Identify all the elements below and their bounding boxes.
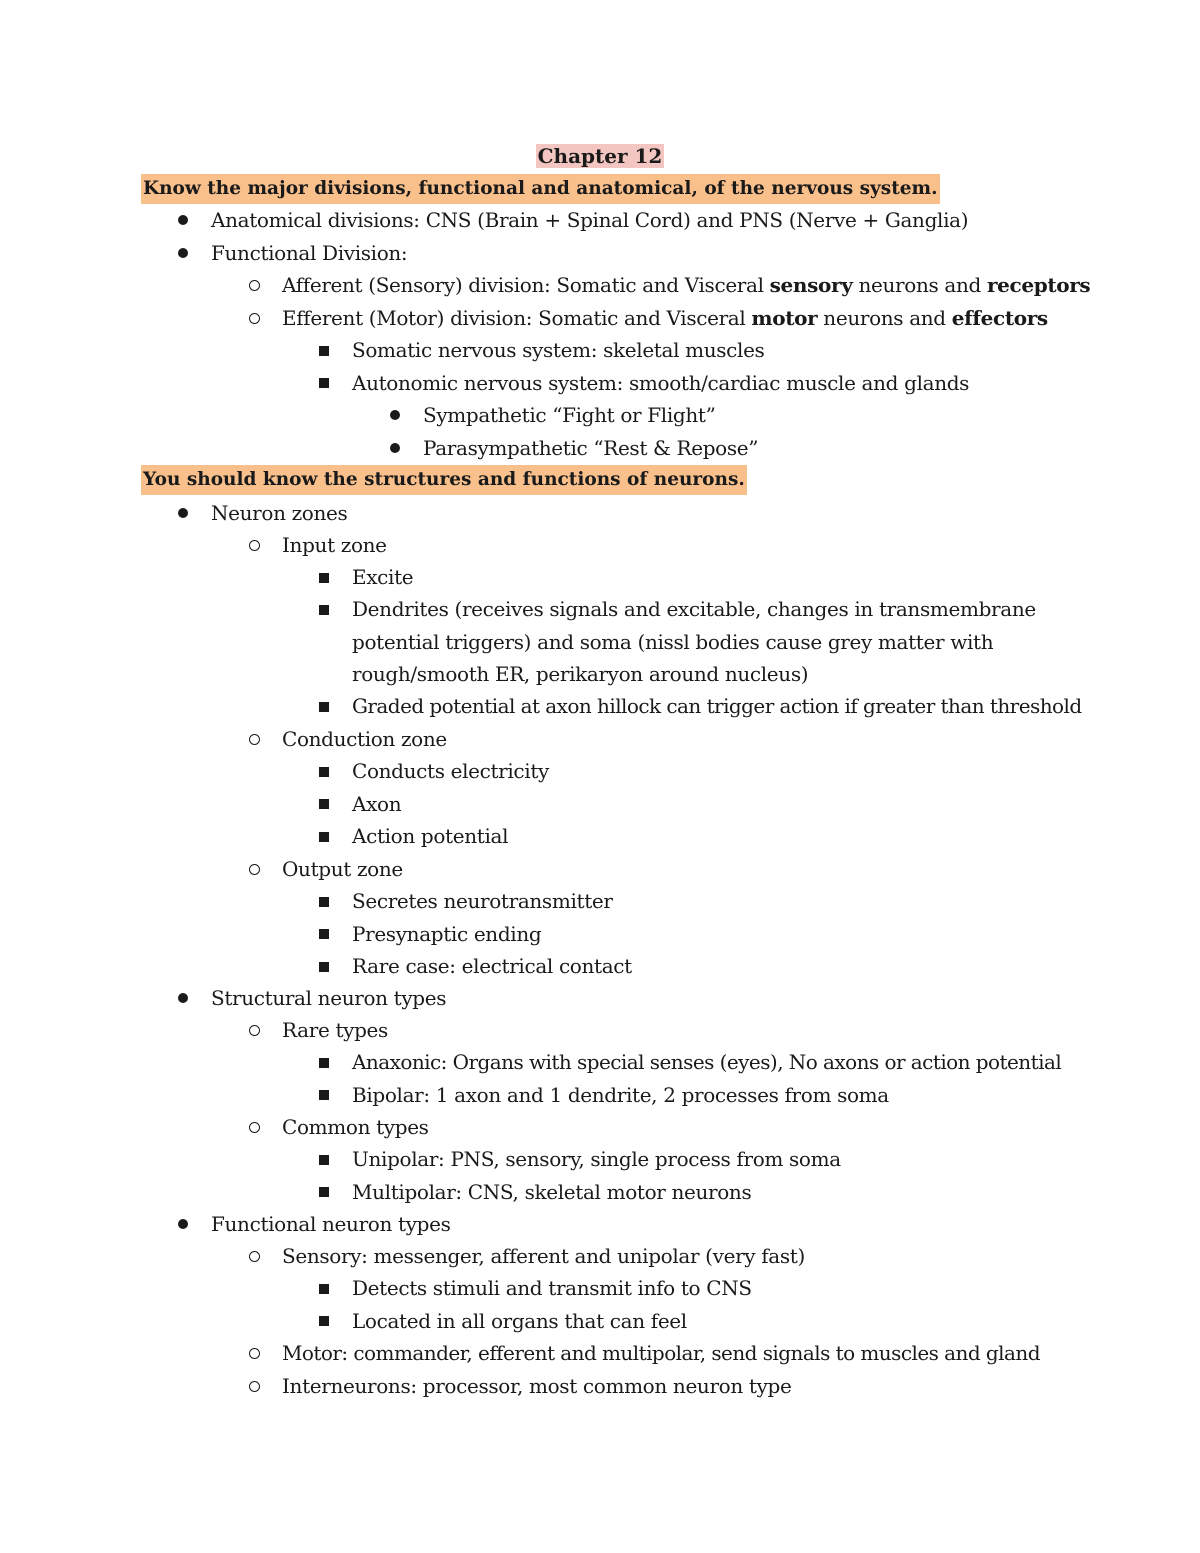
list-item-parasympathetic: Parasympathetic “Rest & Repose” <box>423 436 759 460</box>
bullet-circle-icon <box>249 864 260 875</box>
bullet-square-icon <box>319 1155 329 1165</box>
list-item-efferent: Efferent (Motor) division: Somatic and Visceral motor neurons and effectors <box>282 306 1048 330</box>
bullet-square-icon <box>319 767 329 777</box>
list-item-unipolar: Unipolar: PNS, sensory, single process from soma <box>352 1147 841 1171</box>
list-item-anaxonic: Anaxonic: Organs with special senses (eyes), No axons or action potential <box>352 1050 1062 1074</box>
list-item-common-types: Common types <box>282 1115 429 1139</box>
bullet-disc-icon <box>178 993 188 1003</box>
bullet-square-icon <box>319 702 329 712</box>
chapter-title: Chapter 12 <box>537 144 663 168</box>
bullet-disc-icon <box>390 410 400 420</box>
list-item-neuron-zones: Neuron zones <box>211 501 348 525</box>
list-item-dendrites-cont: potential triggers) and soma (nissl bodies cause grey matter with <box>352 630 994 654</box>
list-item-presynaptic: Presynaptic ending <box>352 922 542 946</box>
bullet-square-icon <box>319 799 329 809</box>
bullet-square-icon <box>319 929 329 939</box>
list-item-dendrites: Dendrites (receives signals and excitable, changes in transmembrane <box>352 597 1036 621</box>
list-item-excite: Excite <box>352 565 414 589</box>
list-item-conducts: Conducts electricity <box>352 759 549 783</box>
bullet-circle-icon <box>249 280 260 291</box>
bullet-disc-icon <box>178 215 188 225</box>
list-item-somatic: Somatic nervous system: skeletal muscles <box>352 338 765 362</box>
list-item-sympathetic: Sympathetic “Fight or Flight” <box>423 403 716 427</box>
bullet-disc-icon <box>178 1219 188 1229</box>
list-item-functional-types: Functional neuron types <box>211 1212 451 1236</box>
bullet-square-icon <box>319 1058 329 1068</box>
list-item-secretes: Secretes neurotransmitter <box>352 889 613 913</box>
bullet-circle-icon <box>249 1251 260 1262</box>
list-item-conduction-zone: Conduction zone <box>282 727 447 751</box>
bullet-circle-icon <box>249 540 260 551</box>
bullet-square-icon <box>319 1316 329 1326</box>
bullet-square-icon <box>319 962 329 972</box>
list-item-interneurons: Interneurons: processor, most common neuron type <box>282 1374 792 1398</box>
list-item-multipolar: Multipolar: CNS, skeletal motor neurons <box>352 1180 752 1204</box>
bullet-square-icon <box>319 573 329 583</box>
bullet-square-icon <box>319 1090 329 1100</box>
list-item-output-zone: Output zone <box>282 857 403 881</box>
bullet-circle-icon <box>249 1025 260 1036</box>
list-item-autonomic: Autonomic nervous system: smooth/cardiac muscle and glands <box>352 371 970 395</box>
list-item-input-zone: Input zone <box>282 533 387 557</box>
list-item-rare-case: Rare case: electrical contact <box>352 954 632 978</box>
list-item-bipolar: Bipolar: 1 axon and 1 dendrite, 2 processes from soma <box>352 1083 889 1107</box>
list-item-rare-types: Rare types <box>282 1018 388 1042</box>
bullet-square-icon <box>319 1284 329 1294</box>
bullet-square-icon <box>319 378 329 388</box>
bullet-square-icon <box>319 1187 329 1197</box>
list-item-anatomical: Anatomical divisions: CNS (Brain + Spinal Cord) and PNS (Nerve + Ganglia) <box>211 208 969 232</box>
bullet-circle-icon <box>249 1381 260 1392</box>
bullet-square-icon <box>319 832 329 842</box>
bullet-circle-icon <box>249 1348 260 1359</box>
list-item-sensory: Sensory: messenger, afferent and unipolar (very fast) <box>282 1244 805 1268</box>
list-item-action-potential: Action potential <box>352 824 509 848</box>
bullet-circle-icon <box>249 313 260 324</box>
bullet-circle-icon <box>249 734 260 745</box>
section-heading-divisions: Know the major divisions, functional and anatomical, of the nervous system. <box>141 174 940 204</box>
bullet-circle-icon <box>249 1122 260 1133</box>
bullet-disc-icon <box>178 508 188 518</box>
list-item-functional-division: Functional Division: <box>211 241 408 265</box>
list-item-structural: Structural neuron types <box>211 986 447 1010</box>
list-item-detects: Detects stimuli and transmit info to CNS <box>352 1276 752 1300</box>
bullet-disc-icon <box>390 443 400 453</box>
section-heading-neurons: You should know the structures and functions of neurons. <box>141 465 747 495</box>
bullet-square-icon <box>319 346 329 356</box>
list-item-motor: Motor: commander, efferent and multipolar, send signals to muscles and gland <box>282 1341 1040 1365</box>
list-item-afferent: Afferent (Sensory) division: Somatic and Visceral sensory neurons and receptors <box>282 273 1091 297</box>
bullet-square-icon <box>319 605 329 615</box>
list-item-axon: Axon <box>352 792 402 816</box>
bullet-square-icon <box>319 897 329 907</box>
list-item-located: Located in all organs that can feel <box>352 1309 687 1333</box>
bullet-disc-icon <box>178 248 188 258</box>
list-item-graded: Graded potential at axon hillock can trigger action if greater than threshold <box>352 694 1082 718</box>
list-item-dendrites-cont: rough/smooth ER, perikaryon around nucleus) <box>352 662 809 686</box>
